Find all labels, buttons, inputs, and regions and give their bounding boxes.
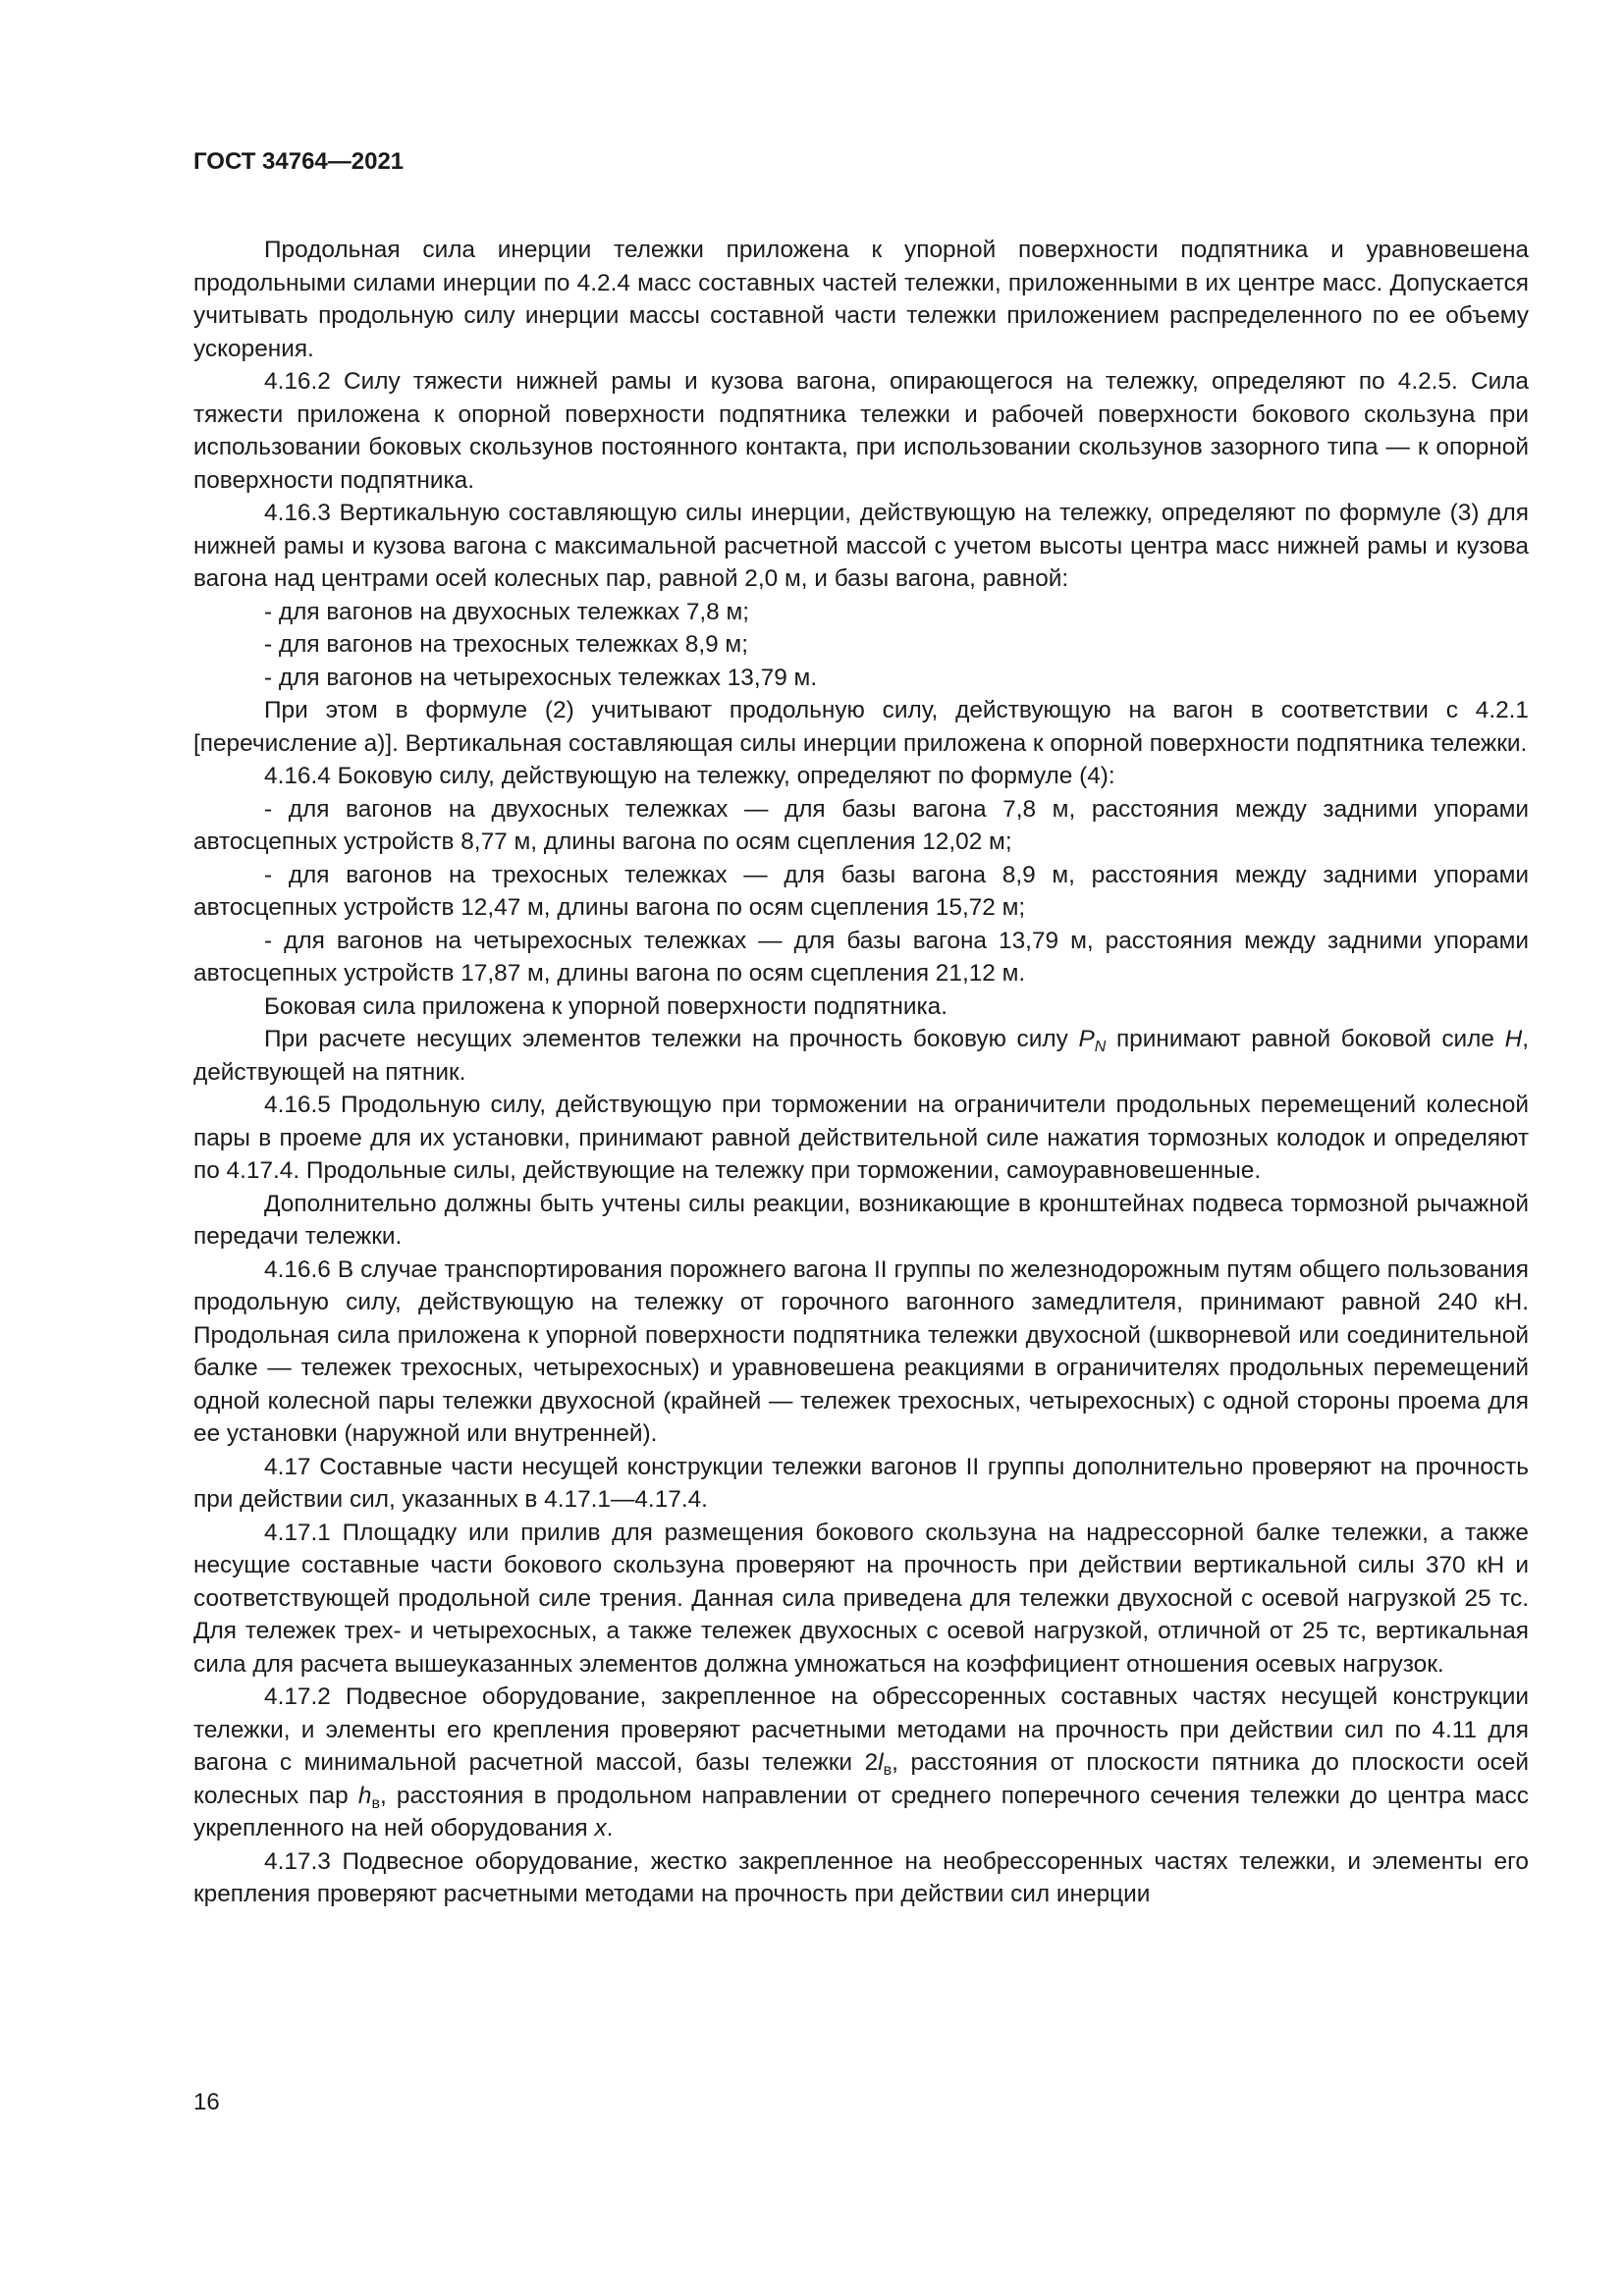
paragraph-4-16-2: 4.16.2 Силу тяжести нижней рамы и кузова вагона, опирающегося на тележку, определяют по 4.2.5. Сила тяжести приложена к опорной поверхности подпятника тележки и рабочей поверхности бокового скользуна при использовании боковых скользунов постоянного контакта, при использовании скользунов зазорного типа — к опорной поверхности подпятника. bbox=[193, 368, 1529, 494]
list-item: - для вагонов на трехосных тележках 8,9 м; bbox=[264, 631, 748, 658]
symbol-h: h bbox=[357, 1782, 372, 1809]
document-header: ГОСТ 34764—2021 bbox=[193, 148, 405, 175]
subscript-v: в bbox=[883, 1762, 893, 1779]
text-run: При расчете несущих элементов тележки на прочность боковую силу bbox=[264, 1026, 1079, 1052]
paragraph-4-16-6: 4.16.6 В случае транспортирования порожнего вагона II группы по железнодорожным путям общего пользования продольную силу, действующую на тележку от горочного вагонного замедлителя, принимают равной 240 кН. Продольная сила приложена к упорной поверхности подпятника тележки двухосной (шкворневой или соединительной балке — тележек трехосных, четырехосных) и уравновешена реакциями в ограничителях продольных перемещений одной колесной пары тележки двухосной (крайней — тележек трехосных, четырехосных) с одной стороны проема для ее установки (наружной или внутренней). bbox=[193, 1255, 1529, 1447]
paragraph-4-16-5: 4.16.5 Продольную силу, действующую при торможении на ограничители продольных перемещений колесной пары в проеме для их установки, принимают равной действительной силе нажатия тормозных колодок и определяют по 4.17.4. Продольные силы, действующие на тележку при торможении, самоуравновешенные. bbox=[193, 1092, 1529, 1184]
symbol-P: P bbox=[1078, 1026, 1095, 1052]
paragraph: При этом в формуле (2) учитывают продольную силу, действующую на вагон в соответствии с 4.2.1 [перечисление а)]. Вертикальная составляющая силы инерции приложена к опорной поверхности подпятника тележки. bbox=[193, 697, 1529, 757]
list-item: - для вагонов на двухосных тележках — для базы вагона 7,8 м, расстояния между задними упорами автосцепных устройств 8,77 м, длины вагона по осям сцепления 12,02 м; bbox=[193, 795, 1529, 855]
text-run: принимают равной боковой силе bbox=[1106, 1026, 1505, 1052]
paragraph-4-17-2 bbox=[193, 1681, 1529, 1845]
list-item: - для вагонов на двухосных тележках 7,8 м; bbox=[264, 598, 750, 625]
list-item: - для вагонов на четырехосных тележках 13,79 м. bbox=[264, 664, 818, 691]
subscript-N: N bbox=[1094, 1039, 1107, 1055]
paragraph: Продольная сила инерции тележки приложена к упорной поверхности подпятника и уравновешена продольными силами инерции по 4.2.4 масс составных частей тележки, приложенными в их центре масс. Допускается учитывать продольную силу инерции массы составной части тележки приложением распределенного по ее объему ускорения. bbox=[193, 237, 1529, 362]
symbol-l: l bbox=[878, 1749, 884, 1776]
list-item: - для вагонов на трехосных тележках — для базы вагона 8,9 м, расстояния между задними упорами автосцепных устройств 12,47 м, длины вагона по осям сцепления 15,72 м; bbox=[193, 861, 1529, 921]
paragraph-4-16-4: 4.16.4 Боковую силу, действующую на тележку, определяют по формуле (4): bbox=[264, 763, 1115, 789]
text-run: 4.17.2 Подвесное оборудование, закрепленное на обрессоренных составных частях несущей конструкции тележки, и элементы его крепления проверяют расчетными методами на прочность при действии сил по 4.11 для вагона с минимальной расчетной массой, базы тележки 2 bbox=[193, 1683, 1529, 1776]
page-number: 16 bbox=[193, 2089, 220, 2115]
document-body bbox=[193, 234, 1529, 1911]
paragraph-4-17-1: 4.17.1 Площадку или прилив для размещения бокового скользуна на надрессорной балке тележки, а также несущие составные части бокового скользуна проверяют на прочность при действии вертикальной силы 370 кН и соответствующей продольной силе трения. Данная сила приведена для тележки двухосной с осевой нагрузкой 25 тс. Для тележек трех- и четырехосных, а также тележек двухосных с осевой нагрузкой, отличной от 25 тс, вертикальная сила для расчета вышеуказанных элементов должна умножаться на коэффициент отношения осевых нагрузок. bbox=[193, 1519, 1529, 1678]
paragraph-4-16-3: 4.16.3 Вертикальную составляющую силы инерции, действующую на тележку, определяют по формуле (3) для нижней рамы и кузова вагона с максимальной расчетной массой с учетом высоты центра масс нижней рамы и кузова вагона над центрами осей колесных пар, равной 2,0 м, и базы вагона, равной: bbox=[193, 500, 1529, 592]
text-run: . bbox=[606, 1815, 614, 1842]
document-page bbox=[193, 147, 1529, 1911]
text-run: , расстояния в продольном направлении от среднего поперечного сечения тележки до центра масс укрепленного на ней оборудования bbox=[193, 1782, 1529, 1842]
symbol-x: x bbox=[594, 1815, 607, 1842]
symbol-H: H bbox=[1504, 1026, 1523, 1052]
paragraph-lateral-force bbox=[193, 1023, 1529, 1089]
paragraph-4-17-3: 4.17.3 Подвесное оборудование, жестко закрепленное на необрессоренных частях тележки, и элементы его крепления проверяют расчетными методами на прочность при действии сил инерции bbox=[193, 1847, 1529, 1907]
list-item: - для вагонов на четырехосных тележках — для базы вагона 13,79 м, расстояния между задними упорами автосцепных устройств 17,87 м, длины вагона по осям сцепления 21,12 м. bbox=[193, 927, 1529, 987]
text-run: , действующей на пятник. bbox=[193, 1026, 1529, 1086]
paragraph: Дополнительно должны быть учтены силы реакции, возникающие в кронштейнах подвеса тормозной рычажной передачи тележки. bbox=[193, 1190, 1529, 1250]
paragraph: Боковая сила приложена к упорной поверхности подпятника. bbox=[264, 992, 948, 1020]
paragraph-4-17: 4.17 Составные части несущей конструкции тележки вагонов II группы дополнительно проверяют на прочность при действии сил, указанных в 4.17.1—4.17.4. bbox=[193, 1453, 1529, 1513]
text-run: , расстояния от плоскости пятника до плоскости осей колесных пар bbox=[193, 1749, 1529, 1809]
subscript-v: в bbox=[371, 1794, 380, 1812]
